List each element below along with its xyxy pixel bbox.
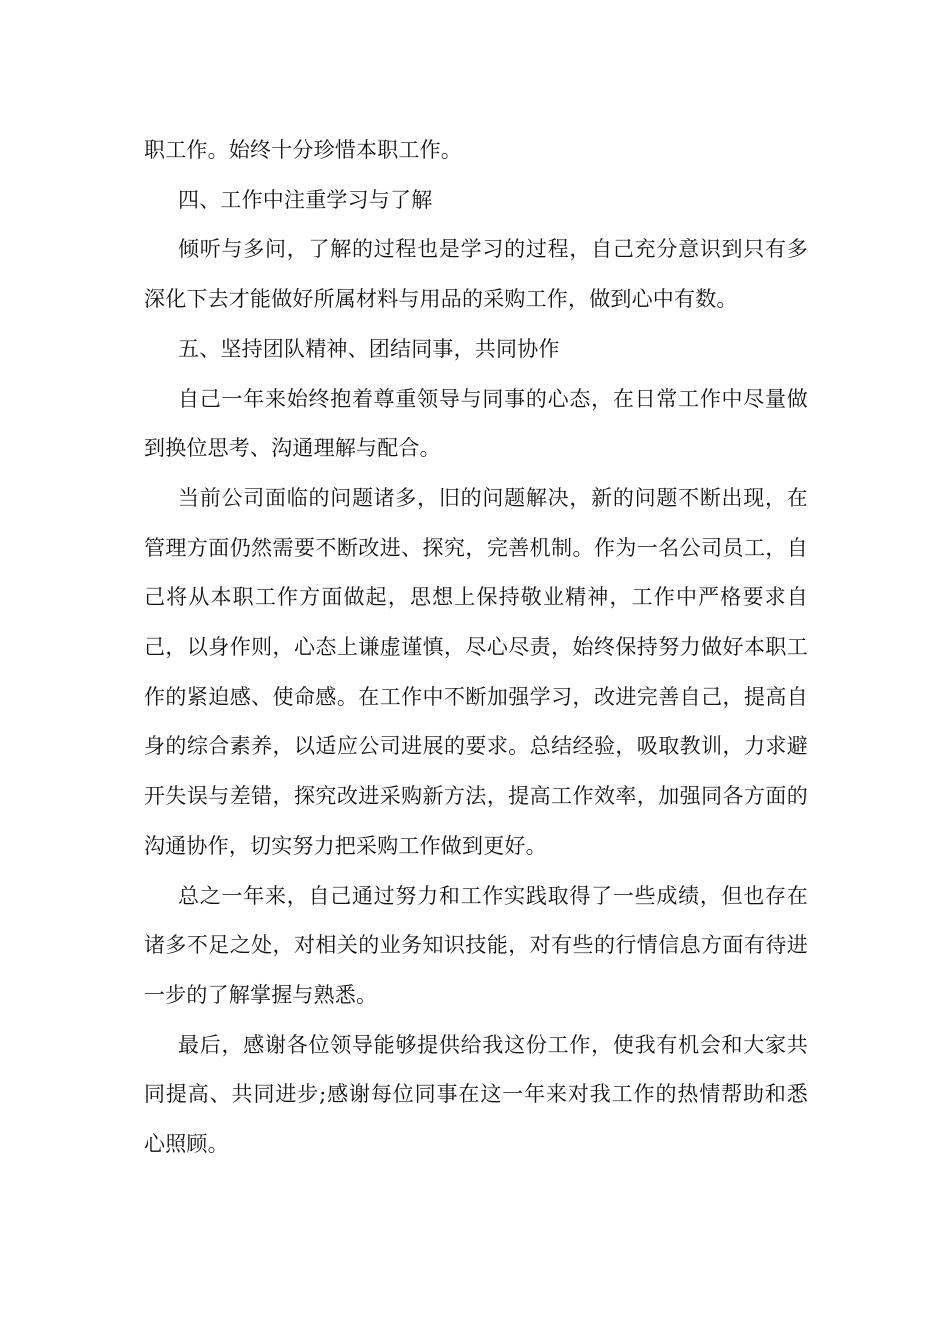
paragraph-thanks: 最后，感谢各位领导能够提供给我这份工作，使我有机会和大家共同提高、共同进步;感谢每位同事在这一年来对我工作的热情帮助和悉心照顾。 bbox=[144, 1032, 808, 1157]
paragraph-company-issues: 当前公司面临的问题诸多，旧的问题解决，新的问题不断出现，在管理方面仍然需要不断改进、探究，完善机制。作为一名公司员工，自己将从本职工作方面做起，思想上保持敬业精神，工作中严格要求自己，以身作则，心态上谦虚谨慎，尽心尽责，始终保持努力做好本职工作的紧迫感、使命感。在工作中不断加强学习，改进完善自己，提高自身的综合素养，以适应公司进展的要求。总结经验，吸取教训，力求避开失误与差错，探究改进采购新方法，提高工作效率，加强同各方面的沟通协作，切实努力把采购工作做到更好。 bbox=[144, 485, 808, 858]
paragraph-continuation: 职工作。始终十分珍惜本职工作。 bbox=[144, 138, 462, 162]
document-body bbox=[144, 126, 808, 1170]
section-heading-five: 五、坚持团队精神、团结同事，共同协作 bbox=[178, 336, 560, 361]
paragraph-summary: 总之一年来，自己通过努力和工作实践取得了一些成绩，但也存在诸多不足之处，对相关的业务知识技能，对有些的行情信息方面有待进一步的了解掌握与熟悉。 bbox=[144, 883, 808, 1007]
paragraph-listening: 倾听与多问，了解的过程也是学习的过程，自己充分意识到只有多深化下去才能做好所属材料与用品的采购工作，做到心中有数。 bbox=[144, 237, 808, 312]
paragraph-teamwork: 自己一年来始终抱着尊重领导与同事的心态，在日常工作中尽量做到换位思考、沟通理解与配合。 bbox=[144, 386, 808, 461]
section-heading-four: 四、工作中注重学习与了解 bbox=[178, 187, 433, 212]
